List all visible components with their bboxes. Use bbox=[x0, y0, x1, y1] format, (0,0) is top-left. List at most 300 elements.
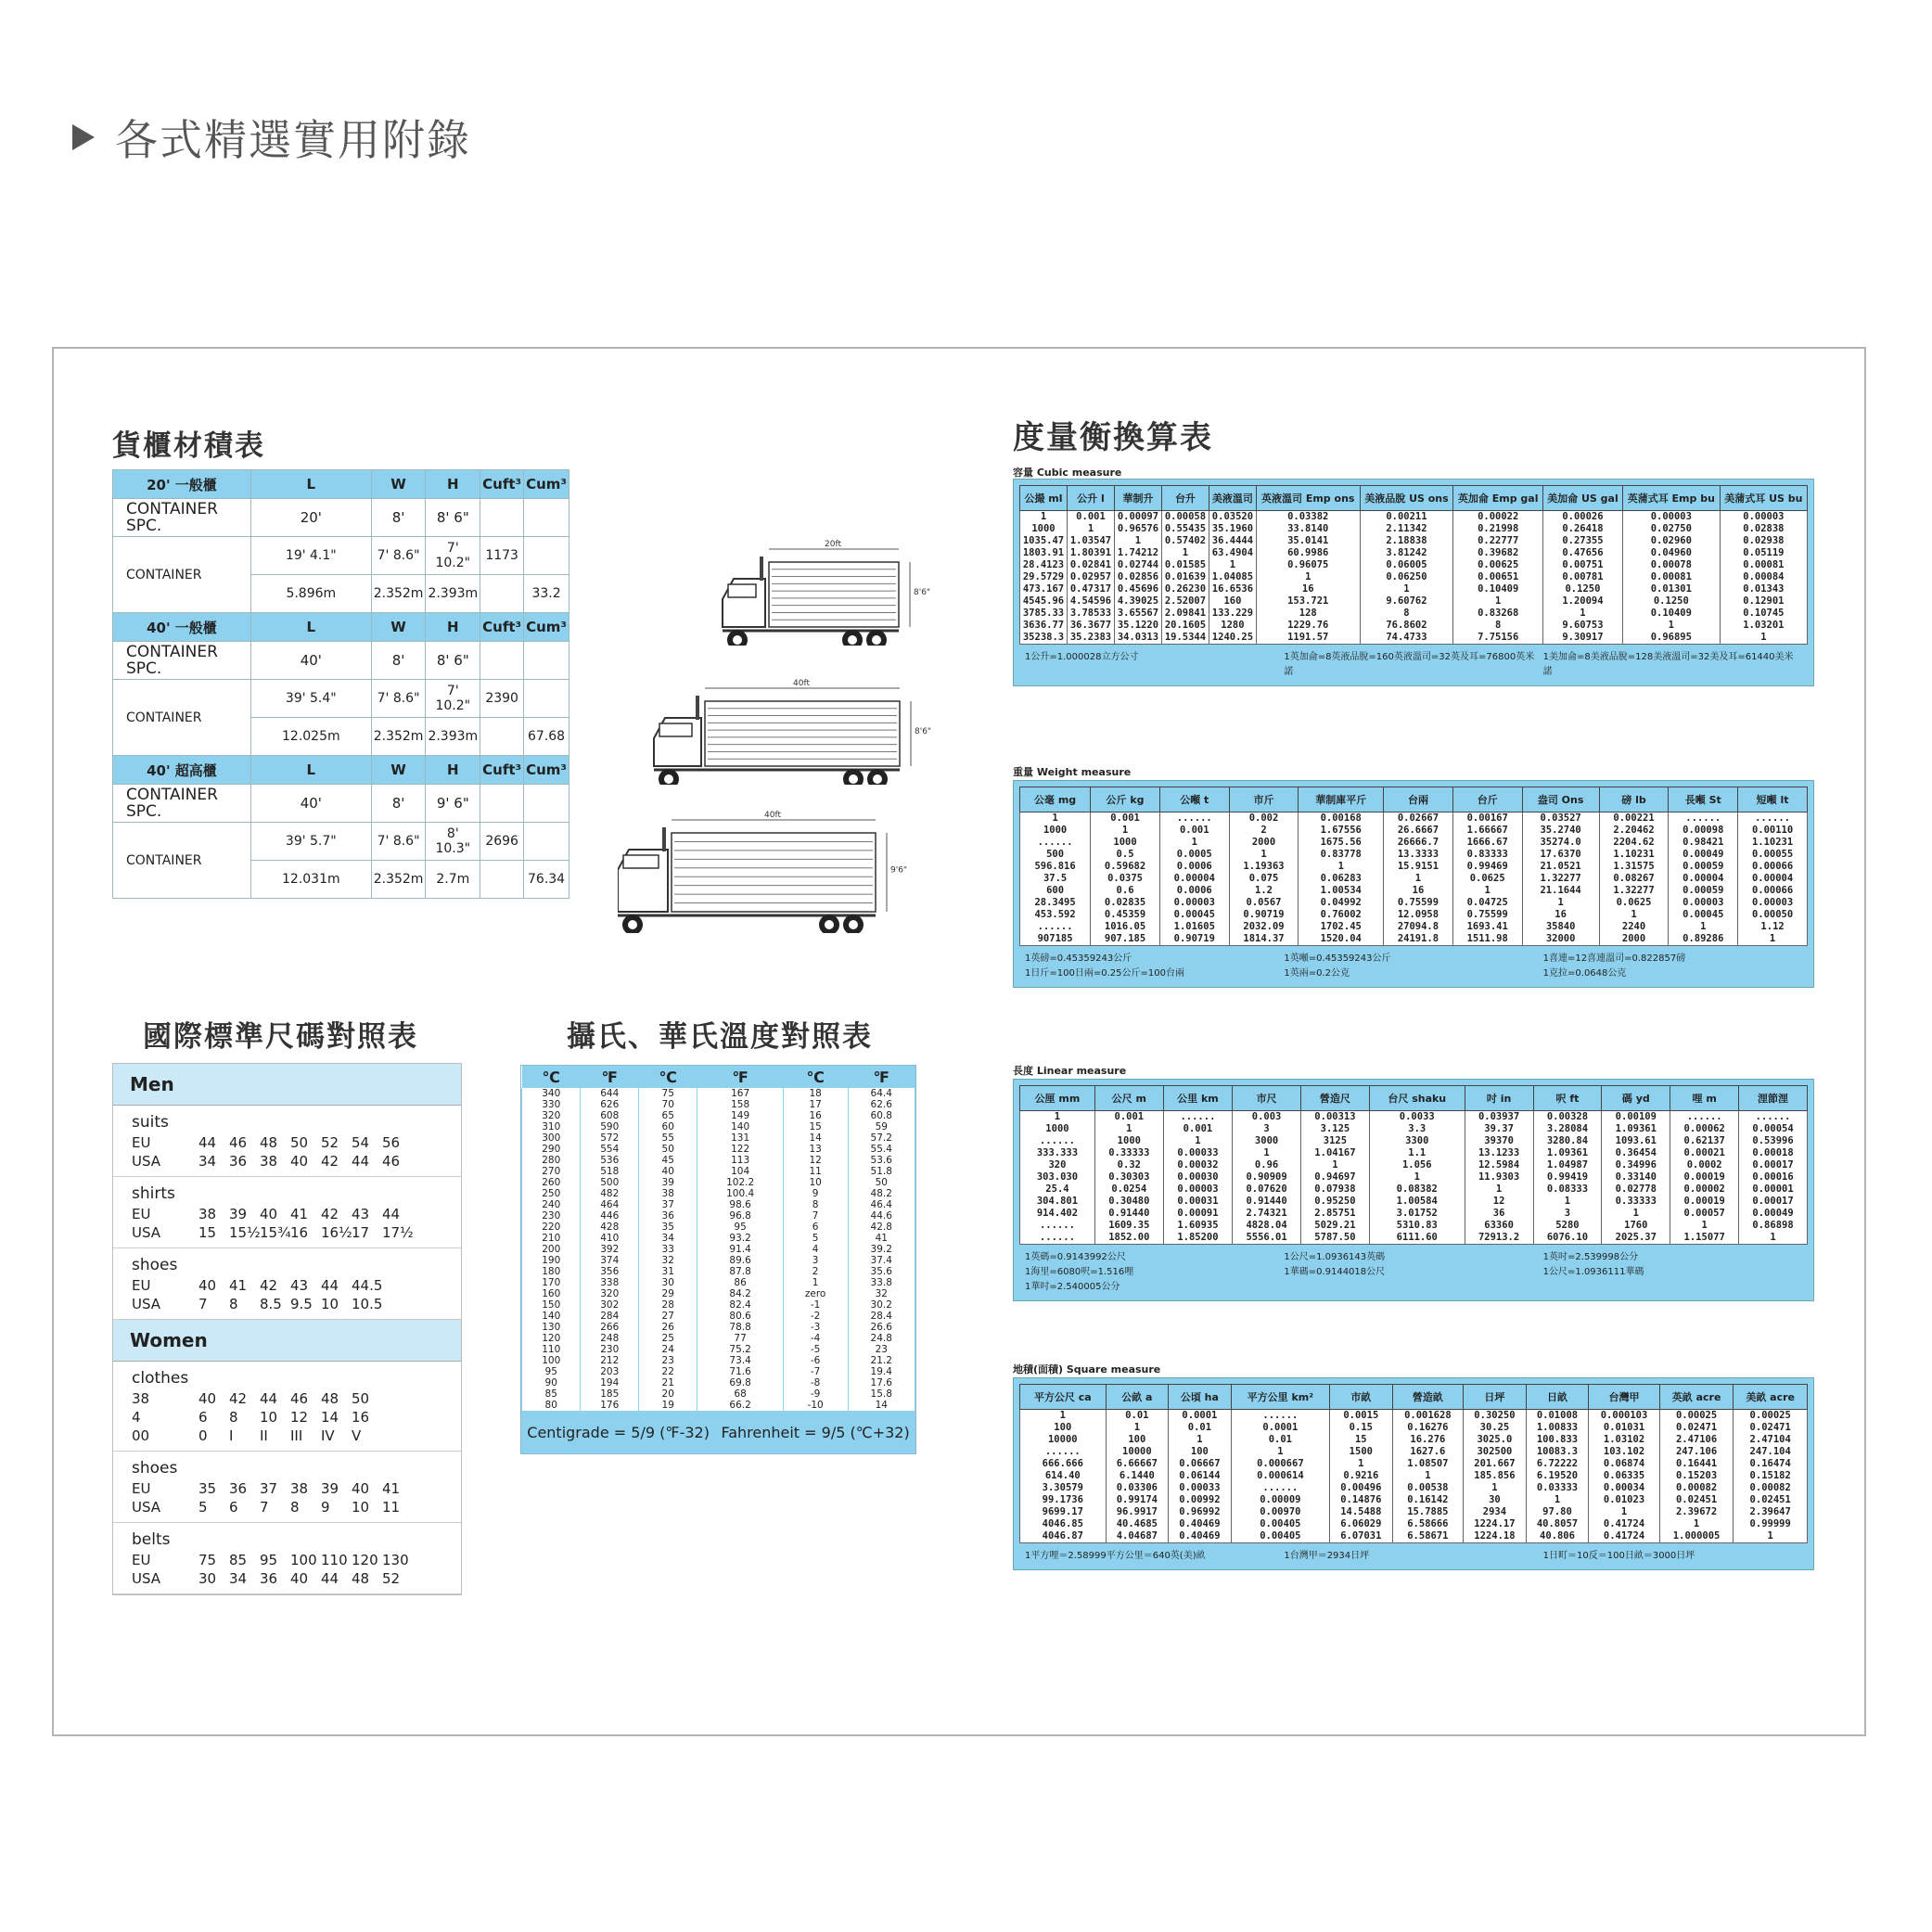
container-table bbox=[112, 469, 569, 899]
size-value: 48 bbox=[352, 1570, 370, 1587]
fahrenheit-value: 356 bbox=[581, 1266, 639, 1277]
measure-value: 0.30303 bbox=[1094, 1171, 1163, 1184]
size-value: 34 bbox=[198, 1153, 217, 1170]
size-row bbox=[132, 1133, 442, 1152]
measure-value: 1520.04 bbox=[1299, 933, 1384, 946]
measure-value: 0.07620 bbox=[1233, 1184, 1301, 1196]
measure-value: 0.00033 bbox=[1163, 1147, 1232, 1159]
measure-value: 0.04960 bbox=[1622, 547, 1720, 559]
measure-value: 0.0006 bbox=[1159, 885, 1229, 897]
container-col-header: W bbox=[371, 613, 426, 642]
container-inner-row bbox=[113, 680, 569, 718]
container-col-header: W bbox=[371, 756, 426, 785]
cab-window bbox=[623, 855, 659, 868]
measure-value: 0.00221 bbox=[1599, 812, 1669, 825]
measure-value: 25.4 bbox=[1020, 1184, 1095, 1196]
measure-value: 0.47317 bbox=[1067, 583, 1114, 595]
measure-value: 1.31575 bbox=[1599, 861, 1669, 873]
fahrenheit-value: 69.8 bbox=[697, 1377, 783, 1388]
size-values bbox=[198, 1224, 413, 1241]
measure-value: 0.83333 bbox=[1452, 849, 1522, 861]
fahrenheit-value: 500 bbox=[581, 1177, 639, 1188]
measure-value: 2240 bbox=[1599, 921, 1669, 933]
measure-value: 0.39682 bbox=[1453, 547, 1543, 559]
celsius-value: 190 bbox=[522, 1255, 581, 1266]
size-group-title: shoes bbox=[132, 1459, 178, 1478]
temperature-row bbox=[522, 1132, 915, 1144]
wheel-hub bbox=[664, 774, 673, 784]
temperature-title: 攝氏、華氏溫度對照表 bbox=[567, 1020, 873, 1054]
measure-row bbox=[1020, 511, 1808, 524]
measure-value: 302500 bbox=[1464, 1446, 1527, 1458]
measure-value: 1 bbox=[1020, 812, 1091, 825]
size-value: 52 bbox=[382, 1570, 401, 1587]
celsius-value: 300 bbox=[522, 1132, 581, 1144]
measure-value: 35.1220 bbox=[1114, 620, 1161, 632]
measure-value: 0.91440 bbox=[1094, 1208, 1163, 1220]
measure-value: 0.00066 bbox=[1738, 885, 1808, 897]
container-cell: 67.68 bbox=[524, 718, 569, 756]
temperature-row bbox=[522, 1222, 915, 1233]
measure-value: 0.00081 bbox=[1622, 571, 1720, 583]
measure-value: 1500 bbox=[1330, 1446, 1393, 1458]
measure-value: 247.104 bbox=[1734, 1446, 1808, 1458]
truck-height-label: 8'6" bbox=[915, 727, 932, 736]
container-cell: 9' 6" bbox=[426, 785, 480, 823]
measure-value: 0.00025 bbox=[1734, 1410, 1808, 1423]
measure-row bbox=[1020, 1135, 1808, 1147]
measure-unit-header: 平方公里 km² bbox=[1231, 1385, 1329, 1410]
size-values bbox=[198, 1153, 413, 1170]
size-values bbox=[198, 1277, 382, 1294]
measure-value: 0.16142 bbox=[1392, 1494, 1464, 1506]
container-col-header: W bbox=[371, 470, 426, 499]
size-value: I bbox=[229, 1427, 234, 1444]
measure-value: 4046.87 bbox=[1020, 1530, 1107, 1543]
measure-value: 1.10231 bbox=[1738, 837, 1808, 849]
measure-value: 0.95250 bbox=[1301, 1196, 1370, 1208]
size-value: 40 bbox=[198, 1390, 217, 1407]
size-group-title: shirts bbox=[132, 1184, 175, 1203]
fahrenheit-value: 194 bbox=[581, 1377, 639, 1388]
truck-20ft-diagram bbox=[721, 534, 953, 646]
measure-value: 0.06005 bbox=[1360, 559, 1453, 571]
container-cell: 8' 10.3" bbox=[426, 823, 480, 861]
measure-value: 1.10231 bbox=[1599, 849, 1669, 861]
measure-row bbox=[1020, 812, 1808, 825]
measure-value: 0.075 bbox=[1229, 873, 1299, 885]
measure-value: 1.32277 bbox=[1599, 885, 1669, 897]
measure-value: 1000 bbox=[1091, 837, 1160, 849]
measure-value: 16 bbox=[1256, 583, 1360, 595]
size-value: 9 bbox=[321, 1499, 330, 1516]
celsius-value: 210 bbox=[522, 1233, 581, 1244]
measure-value: 0.0015 bbox=[1330, 1410, 1393, 1423]
measure-row bbox=[1020, 885, 1808, 897]
measure-value: 1 bbox=[1738, 933, 1808, 946]
measure-value: 34.0313 bbox=[1114, 632, 1161, 645]
fahrenheit-value: 15.8 bbox=[848, 1388, 915, 1400]
size-value: III bbox=[290, 1427, 303, 1444]
fahrenheit-value: 131 bbox=[697, 1132, 783, 1144]
measure-value: 11.9303 bbox=[1465, 1171, 1533, 1184]
measure-value: 0.41724 bbox=[1589, 1530, 1660, 1543]
size-value: 12 bbox=[290, 1409, 309, 1426]
measure-value: 12.0958 bbox=[1384, 909, 1453, 921]
celsius-value: 27 bbox=[639, 1311, 697, 1322]
measure-value: 0.0006 bbox=[1159, 861, 1229, 873]
measure-value: 0.01 bbox=[1106, 1410, 1169, 1423]
measure-value: 1 bbox=[1067, 523, 1114, 535]
celsius-value: 36 bbox=[639, 1210, 697, 1222]
measure-value: 2000 bbox=[1599, 933, 1669, 946]
measure-value: 1.67556 bbox=[1299, 825, 1384, 837]
measure-value: 0.0001 bbox=[1231, 1422, 1329, 1434]
measure-row bbox=[1020, 1232, 1808, 1245]
celsius-value: 26 bbox=[639, 1322, 697, 1333]
size-value: 35 bbox=[198, 1480, 217, 1497]
measure-value: 0.08382 bbox=[1369, 1184, 1465, 1196]
measure-value: 0.40469 bbox=[1169, 1518, 1232, 1530]
measure-value: 1.80391 bbox=[1067, 547, 1114, 559]
measure-value: 1803.91 bbox=[1020, 547, 1068, 559]
size-value: 120 bbox=[352, 1552, 378, 1568]
measure-value: 10000 bbox=[1020, 1434, 1107, 1446]
measure-value: 0.00058 bbox=[1161, 511, 1209, 524]
measure-value: 3.125 bbox=[1301, 1123, 1370, 1135]
measure-value: 0.02841 bbox=[1067, 559, 1114, 571]
celsius-value: 130 bbox=[522, 1322, 581, 1333]
measure-value: 0.33140 bbox=[1602, 1171, 1670, 1184]
measure-note: 1華碼=0.9144018公尺 bbox=[1284, 1267, 1386, 1277]
measure-value: 1 bbox=[1209, 559, 1256, 571]
container-col-header: H bbox=[426, 756, 480, 785]
measure-value: 0.1250 bbox=[1622, 595, 1720, 608]
measure-row bbox=[1020, 1470, 1808, 1482]
measure-value: 0.00017 bbox=[1739, 1159, 1808, 1171]
measure-value: 19.5344 bbox=[1161, 632, 1209, 645]
measure-value: 0.47656 bbox=[1543, 547, 1623, 559]
measure-value: 153.721 bbox=[1256, 595, 1360, 608]
measure-unit-header: 日畝 bbox=[1526, 1385, 1589, 1410]
fahrenheit-value: 338 bbox=[581, 1277, 639, 1288]
measure-note: 1台灣甲＝2934日坪 bbox=[1284, 1551, 1370, 1561]
container-cell bbox=[480, 575, 524, 613]
measure-value: 0.0002 bbox=[1670, 1159, 1739, 1171]
fahrenheit-value: 96.8 bbox=[697, 1210, 783, 1222]
measure-value: 30 bbox=[1464, 1494, 1527, 1506]
measure-value: 0.02835 bbox=[1091, 897, 1160, 909]
container-inner-row bbox=[113, 537, 569, 575]
measure-value: 0.03527 bbox=[1522, 812, 1599, 825]
measure-value: 1224.18 bbox=[1464, 1530, 1527, 1543]
container-cell: 2.352m bbox=[371, 718, 426, 756]
exhaust-stack bbox=[662, 827, 666, 851]
measure-value: 99.1736 bbox=[1020, 1494, 1107, 1506]
measure-value: 0.86898 bbox=[1739, 1220, 1808, 1232]
measure-unit-header: 台兩 bbox=[1384, 787, 1453, 812]
measure-value: 0.01023 bbox=[1589, 1494, 1660, 1506]
measure-value: 0.30480 bbox=[1094, 1196, 1163, 1208]
container-cell: 7' 10.2" bbox=[426, 680, 480, 718]
measure-value: 0.00022 bbox=[1453, 511, 1543, 524]
measure-value: 3 bbox=[1233, 1123, 1301, 1135]
measure-value: 0.00019 bbox=[1670, 1171, 1739, 1184]
measure-value: 16.6536 bbox=[1209, 583, 1256, 595]
size-row bbox=[132, 1205, 442, 1223]
measure-value: 1.15077 bbox=[1670, 1232, 1739, 1245]
measure-value: 1.04085 bbox=[1209, 571, 1256, 583]
size-value: 130 bbox=[382, 1552, 409, 1568]
fahrenheit-value: 203 bbox=[581, 1366, 639, 1377]
measure-value: 1000 bbox=[1020, 825, 1091, 837]
container-group-header bbox=[113, 613, 569, 642]
celsius-value: 28 bbox=[639, 1299, 697, 1311]
celsius-value: 30 bbox=[639, 1277, 697, 1288]
measure-value: 1229.76 bbox=[1256, 620, 1360, 632]
measure-value: 0.01301 bbox=[1622, 583, 1720, 595]
fahrenheit-value: 176 bbox=[581, 1400, 639, 1411]
celsius-value: 270 bbox=[522, 1166, 581, 1177]
container-group-header bbox=[113, 470, 569, 499]
celsius-value: -2 bbox=[783, 1311, 848, 1322]
fahrenheit-value: 428 bbox=[581, 1222, 639, 1233]
measure-value: 1.03547 bbox=[1067, 535, 1114, 547]
measure-value: 0.00625 bbox=[1453, 559, 1543, 571]
fahrenheit-value: 78.8 bbox=[697, 1322, 783, 1333]
measure-value: 304.801 bbox=[1020, 1196, 1095, 1208]
measure-value: 1 bbox=[1533, 1196, 1602, 1208]
measure-value: 0.00970 bbox=[1231, 1506, 1329, 1518]
size-row bbox=[132, 1569, 442, 1588]
size-row-label: EU bbox=[132, 1206, 151, 1222]
temperature-row bbox=[522, 1355, 915, 1366]
size-value: 48 bbox=[321, 1390, 339, 1407]
size-row-label: USA bbox=[132, 1153, 161, 1170]
fahrenheit-value: 37.4 bbox=[848, 1255, 915, 1266]
measure-value: 0.06335 bbox=[1589, 1470, 1660, 1482]
size-value: 5 bbox=[198, 1499, 208, 1516]
size-value: 17½ bbox=[382, 1224, 414, 1241]
measure-value: 1 bbox=[1526, 1494, 1589, 1506]
exhaust-stack bbox=[760, 557, 763, 581]
measure-value: 9.30917 bbox=[1543, 632, 1623, 645]
measure-value: 0.00538 bbox=[1392, 1482, 1464, 1494]
measure-value: 14.5488 bbox=[1330, 1506, 1393, 1518]
measure-unit-header: 美液品脫 US ons bbox=[1360, 486, 1453, 511]
measure-value: 0.96 bbox=[1233, 1159, 1301, 1171]
container-cell: 2390 bbox=[480, 680, 524, 718]
fahrenheit-value: 212 bbox=[581, 1355, 639, 1366]
measure-value: 0.03520 bbox=[1209, 511, 1256, 524]
fahrenheit-value: 71.6 bbox=[697, 1366, 783, 1377]
celsius-value: 32 bbox=[639, 1255, 697, 1266]
measure-value: 0.00009 bbox=[1231, 1494, 1329, 1506]
measure-value: 1 bbox=[1163, 1135, 1232, 1147]
wheel-hub bbox=[733, 635, 742, 645]
container-cell: 7' 8.6" bbox=[371, 680, 426, 718]
container-type-label: 40' 一般櫃 bbox=[113, 613, 251, 642]
measure-value: 1 bbox=[1231, 1446, 1329, 1458]
truck-40ft-diagram bbox=[647, 673, 953, 785]
measure-value: 0.001628 bbox=[1392, 1410, 1464, 1423]
temperature-table bbox=[520, 1065, 916, 1454]
size-row-label: 38 bbox=[132, 1390, 150, 1407]
wheel-hub bbox=[825, 920, 834, 929]
measure-value: 0.27355 bbox=[1543, 535, 1623, 547]
size-value: 44 bbox=[321, 1570, 339, 1587]
measure-value: 1 bbox=[1543, 608, 1623, 620]
measure-value: 1.66667 bbox=[1452, 825, 1522, 837]
size-values bbox=[198, 1296, 382, 1312]
celsius-value: 22 bbox=[639, 1366, 697, 1377]
measure-value: 2032.09 bbox=[1229, 921, 1299, 933]
measure-value: 0.00405 bbox=[1231, 1530, 1329, 1543]
measure-note: 1日斤=100日兩=0.25公斤=100台兩 bbox=[1025, 968, 1184, 979]
measure-value: 1 bbox=[1301, 1159, 1370, 1171]
measure-value: 16 bbox=[1522, 909, 1599, 921]
measure-value: 0.00054 bbox=[1739, 1123, 1808, 1135]
measure-value: 0.0005 bbox=[1159, 849, 1229, 861]
container-cell bbox=[480, 499, 524, 537]
celsius-value: 31 bbox=[639, 1266, 697, 1277]
measure-value: 0.33333 bbox=[1094, 1147, 1163, 1159]
measure-value: 0.00062 bbox=[1670, 1123, 1739, 1135]
fahrenheit-value: 33.8 bbox=[848, 1277, 915, 1288]
fahrenheit-value: 48.2 bbox=[848, 1188, 915, 1199]
measure-value: 0.01008 bbox=[1526, 1410, 1589, 1423]
measure-value: 32000 bbox=[1522, 933, 1599, 946]
measure-row bbox=[1020, 535, 1808, 547]
measure-value: 1675.56 bbox=[1299, 837, 1384, 849]
container-col-header: L bbox=[250, 756, 371, 785]
measure-value: 2204.62 bbox=[1599, 837, 1669, 849]
measure-value: 0.02750 bbox=[1622, 523, 1720, 535]
container-cell: 7' 8.6" bbox=[371, 537, 426, 575]
measure-value: 0.00032 bbox=[1163, 1159, 1232, 1171]
fahrenheit-value: 95 bbox=[697, 1222, 783, 1233]
measure-value: 0.00084 bbox=[1720, 571, 1807, 583]
celsius-value: 140 bbox=[522, 1311, 581, 1322]
measure-value: 15.7885 bbox=[1392, 1506, 1464, 1518]
celsius-value: -7 bbox=[783, 1366, 848, 1377]
container-cell: 8' bbox=[371, 642, 426, 680]
measure-value: 1 bbox=[1392, 1470, 1464, 1482]
measure-unit-header: 台斤 bbox=[1452, 787, 1522, 812]
container-cell bbox=[524, 823, 569, 861]
celsius-value: 19 bbox=[639, 1400, 697, 1411]
measure-note: 1英噸=0.45359243公斤 bbox=[1284, 953, 1391, 964]
measure-value: 0.53996 bbox=[1739, 1135, 1808, 1147]
truck-length-label: 20ft bbox=[825, 540, 841, 549]
celsius-value: 29 bbox=[639, 1288, 697, 1299]
measure-value: 1 bbox=[1159, 837, 1229, 849]
temperature-row bbox=[522, 1244, 915, 1255]
size-value: 6 bbox=[198, 1409, 208, 1426]
measure-value: 0.06874 bbox=[1589, 1458, 1660, 1470]
measure-value: 39370 bbox=[1465, 1135, 1533, 1147]
measure-value: 0.0625 bbox=[1599, 897, 1669, 909]
measure-value: 2934 bbox=[1464, 1506, 1527, 1518]
measure-value: 1 bbox=[1106, 1422, 1169, 1434]
measure-value: 0.02744 bbox=[1114, 559, 1161, 571]
measure-value: 0.04725 bbox=[1452, 897, 1522, 909]
size-value: 11 bbox=[382, 1499, 401, 1516]
measure-value: 3125 bbox=[1301, 1135, 1370, 1147]
container-spc-label: CONTAINER SPC. bbox=[113, 785, 251, 823]
measure-value: 0.1250 bbox=[1543, 583, 1623, 595]
measure-value: 5029.21 bbox=[1301, 1220, 1370, 1232]
measure-value: 1 bbox=[1360, 583, 1453, 595]
measure-value: 0.5 bbox=[1091, 849, 1160, 861]
measure-value: 0.03333 bbox=[1526, 1482, 1589, 1494]
measure-value: 0.96895 bbox=[1622, 632, 1720, 645]
measure-unit-header: 公畝 a bbox=[1106, 1385, 1169, 1410]
measure-value: 0.96576 bbox=[1114, 523, 1161, 535]
measure-value: ...... bbox=[1739, 1111, 1808, 1124]
measure-value: 0.98421 bbox=[1669, 837, 1738, 849]
measure-value: 0.02778 bbox=[1602, 1184, 1670, 1196]
measure-value: ...... bbox=[1159, 812, 1229, 825]
size-value: 39 bbox=[229, 1206, 248, 1222]
measure-value: 0.000103 bbox=[1589, 1410, 1660, 1423]
fahrenheit-value: 266 bbox=[581, 1322, 639, 1333]
measure-value: 1240.25 bbox=[1209, 632, 1256, 645]
celsius-value: 330 bbox=[522, 1099, 581, 1110]
measure-unit-header: 公噸 t bbox=[1159, 787, 1229, 812]
fahrenheit-formula: Fahrenheit = 9/5 (℃+32) bbox=[721, 1423, 910, 1441]
size-group bbox=[113, 1177, 461, 1248]
measure-row bbox=[1020, 1220, 1808, 1232]
measure-row bbox=[1020, 1494, 1808, 1506]
measure-unit-header: 盎司 Ons bbox=[1522, 787, 1599, 812]
measure-value: 4.04687 bbox=[1106, 1530, 1169, 1543]
celsius-value: 100 bbox=[522, 1355, 581, 1366]
fahrenheit-value: 167 bbox=[697, 1088, 783, 1099]
measure-value: ...... bbox=[1669, 812, 1738, 825]
measure-row bbox=[1020, 1434, 1808, 1446]
measure-row bbox=[1020, 583, 1808, 595]
measure-row bbox=[1020, 897, 1808, 909]
measure-unit-header: 公升 l bbox=[1067, 486, 1114, 511]
container-cell: 2.7m bbox=[426, 861, 480, 899]
measure-value: 3636.77 bbox=[1020, 620, 1068, 632]
measure-value: 0.01585 bbox=[1161, 559, 1209, 571]
measure-value: 0.00018 bbox=[1739, 1147, 1808, 1159]
measure-value: 0.05119 bbox=[1720, 547, 1807, 559]
celsius-value: 15 bbox=[783, 1121, 848, 1132]
measure-value: 2.39672 bbox=[1659, 1506, 1734, 1518]
measure-value: 6.07031 bbox=[1330, 1530, 1393, 1543]
size-value: 30 bbox=[198, 1570, 217, 1587]
container-inner-label: CONTAINER bbox=[113, 680, 251, 756]
measure-value: 0.00050 bbox=[1738, 909, 1808, 921]
measure-value: 1 bbox=[1114, 535, 1161, 547]
size-value: 10 bbox=[260, 1409, 278, 1426]
fahrenheit-value: 149 bbox=[697, 1110, 783, 1121]
temperature-row bbox=[522, 1255, 915, 1266]
fahrenheit-value: 73.4 bbox=[697, 1355, 783, 1366]
measure-value: 1.00833 bbox=[1526, 1422, 1589, 1434]
measure-value: 0.00059 bbox=[1669, 861, 1738, 873]
celsius-value: 45 bbox=[639, 1155, 697, 1166]
measure-row bbox=[1020, 1518, 1808, 1530]
measure-unit-header: 美畝 acre bbox=[1734, 1385, 1808, 1410]
container-cell: 8' bbox=[371, 785, 426, 823]
measure-row bbox=[1020, 1123, 1808, 1135]
measure-value: 4828.04 bbox=[1233, 1220, 1301, 1232]
temperature-row bbox=[522, 1177, 915, 1188]
